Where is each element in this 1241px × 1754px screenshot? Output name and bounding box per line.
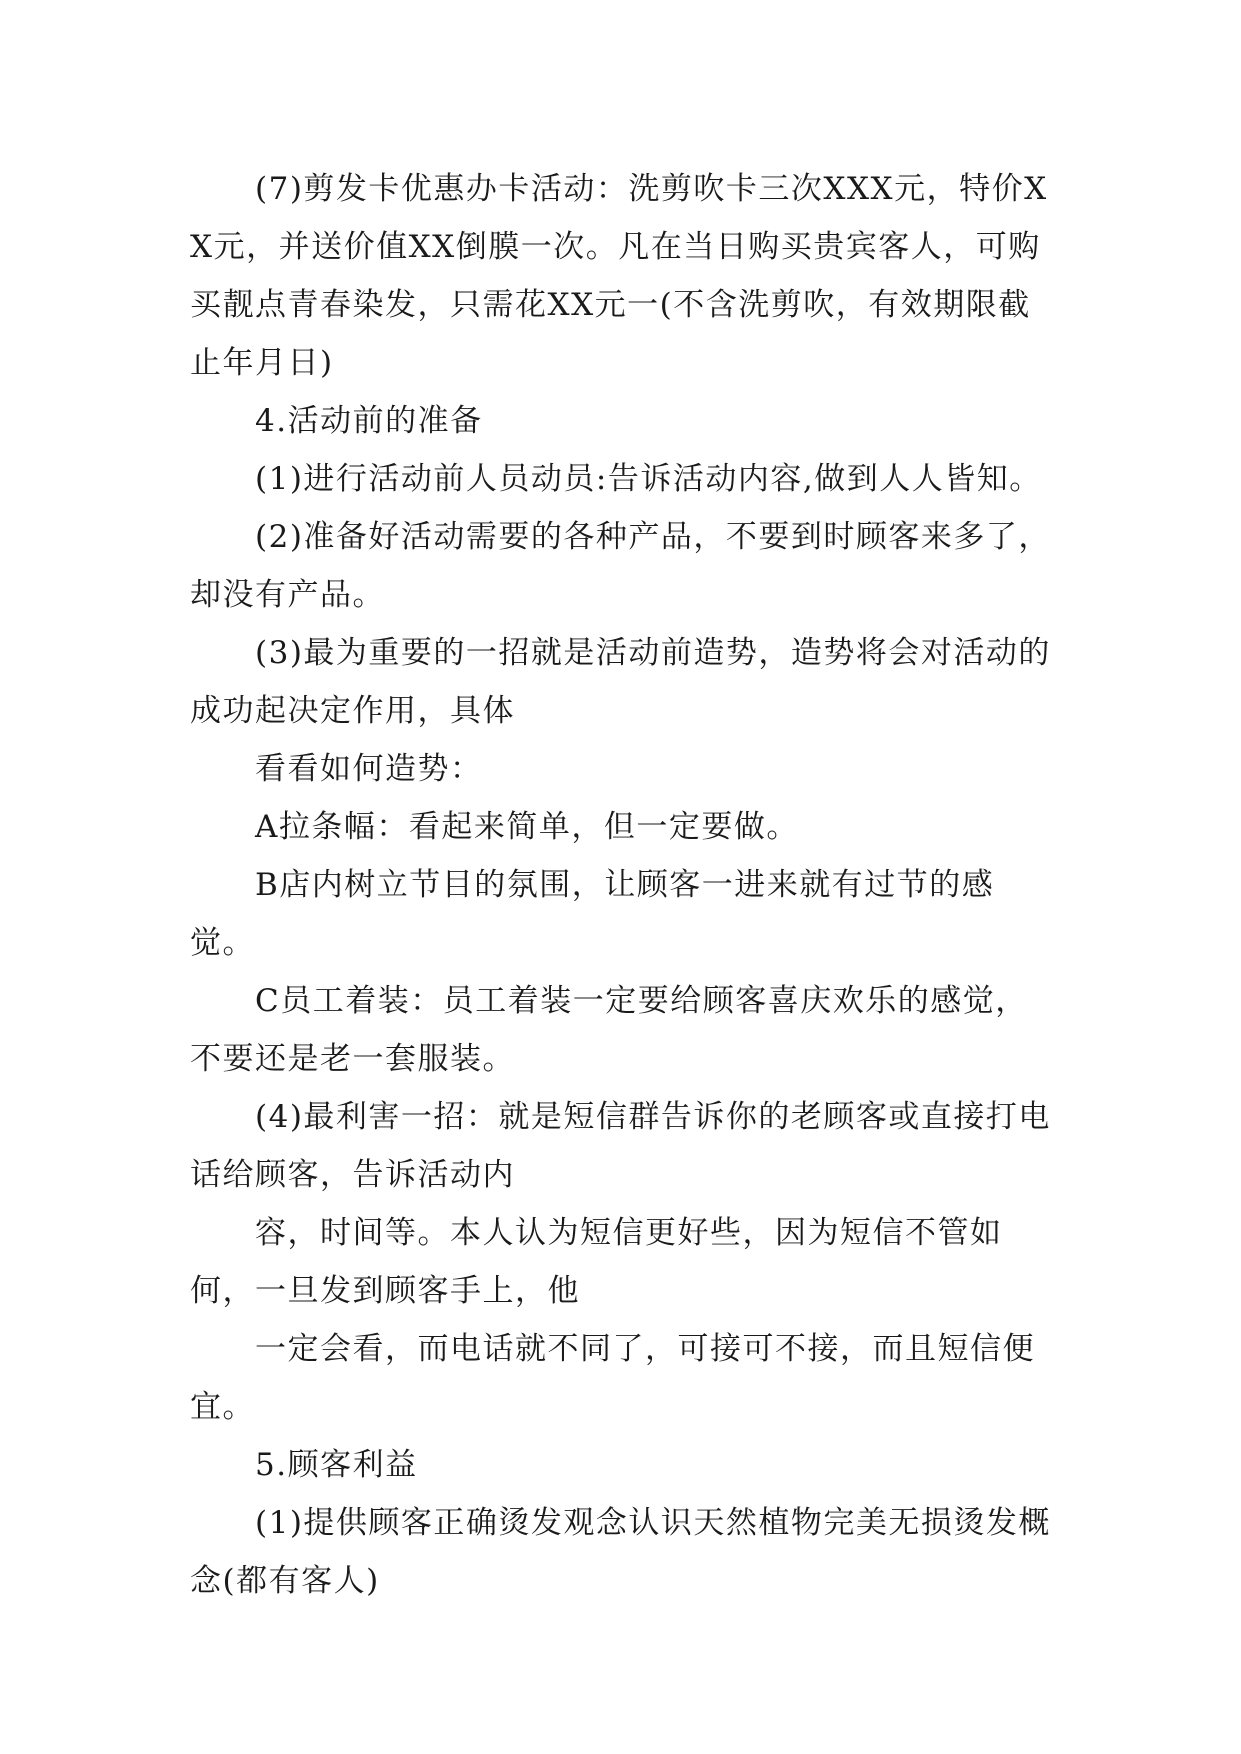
paragraph-staff-mobilization: (1)进行活动前人员动员:告诉活动内容,做到人人皆知。	[190, 461, 1042, 497]
paragraph-banner: A拉条幅：看起来简单，但一定要做。	[190, 809, 799, 845]
paragraph-sms-cheaper: 一定会看，而电话就不同了，可接可不接，而且短信便宜。	[190, 1331, 1035, 1425]
paragraph-prepare-products: (2)准备好活动需要的各种产品，不要到时顾客来多了，却没有产品。	[190, 519, 1051, 613]
document-body	[190, 160, 1055, 1610]
paragraph-pre-event-buzz: (3)最为重要的一招就是活动前造势，造势将会对活动的成功起决定作用，具体	[190, 635, 1051, 729]
paragraph-how-to-build-buzz: 看看如何造势：	[190, 751, 483, 787]
paragraph-haircut-card-promo: (7)剪发卡优惠办卡活动：洗剪吹卡三次XXX元，特价XX元，并送价值XX倒膜一次。凡在当日购买贵宾客人，可购买靓点青春染发，只需花XX元一(不含洗剪吹，有效期限截止年月日)	[190, 171, 1048, 381]
heading-pre-event-preparation: 4.活动前的准备	[190, 403, 483, 439]
heading-customer-benefits: 5.顾客利益	[190, 1447, 418, 1483]
paragraph-sms-campaign: (4)最利害一招：就是短信群告诉你的老顾客或直接打电话给顾客，告诉活动内	[190, 1099, 1051, 1193]
paragraph-staff-attire: C员工着装：员工着装一定要给顾客喜庆欢乐的感觉，不要还是老一套服装。	[190, 983, 1028, 1077]
paragraph-perm-concept: (1)提供顾客正确烫发观念认识天然植物完美无损烫发概念(都有客人)	[190, 1505, 1051, 1599]
paragraph-sms-reason: 容，时间等。本人认为短信更好些，因为短信不管如何，一旦发到顾客手上，他	[190, 1215, 1003, 1309]
paragraph-store-atmosphere: B店内树立节目的氛围，让顾客一进来就有过节的感觉。	[190, 867, 995, 961]
